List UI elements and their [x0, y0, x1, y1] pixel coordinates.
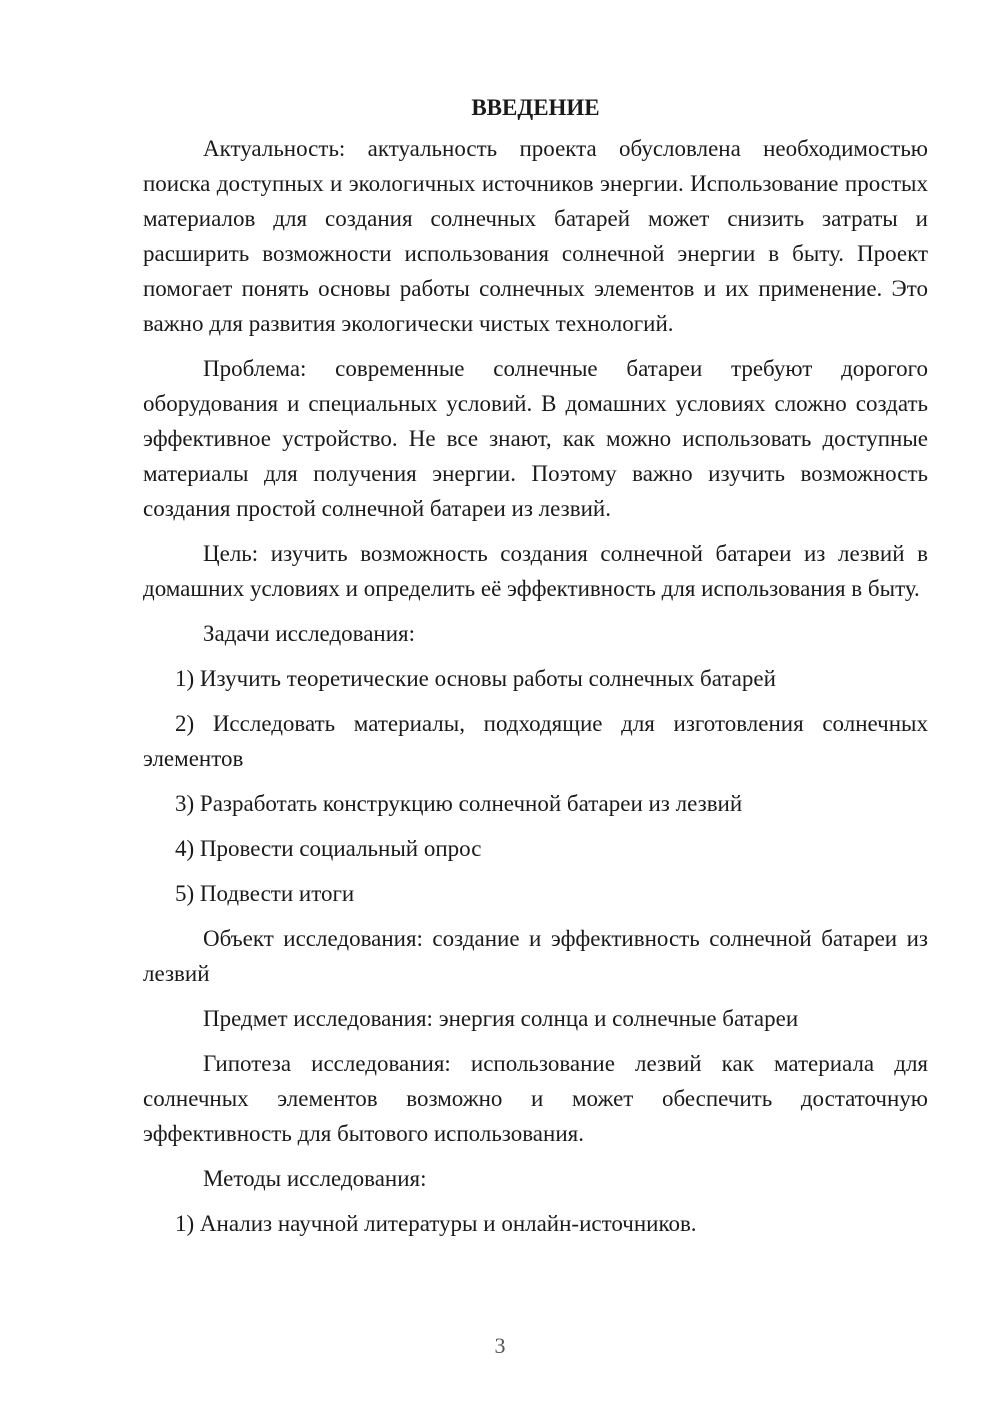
page-title: ВВЕДЕНИЕ: [471, 95, 600, 120]
task-item-2: 2) Исследовать материалы, подходящие для изготовления солнечных элементов: [143, 711, 928, 771]
object-paragraph: Объект исследования: создание и эффективность солнечной батареи из лезвий: [143, 926, 928, 986]
page-content: [143, 90, 928, 1251]
problem-paragraph: Проблема: современные солнечные батареи требуют дорогого оборудования и специальных условий. В домашних условиях сложно создать эффективное устройство. Не все знают, как можно использовать доступные материалы для получения энергии. Поэтому важно изучить возможность создания простой солнечной батареи из лезвий.: [143, 356, 928, 521]
methods-heading: Методы исследования:: [203, 1166, 427, 1191]
subject-paragraph: Предмет исследования: энергия солнца и солнечные батареи: [203, 1006, 799, 1031]
goal-paragraph: Цель: изучить возможность создания солнечной батареи из лезвий в домашних условиях и определить её эффективность для использования в быту.: [143, 541, 928, 601]
task-item-5: 5) Подвести итоги: [175, 881, 355, 906]
method-item-1: 1) Анализ научной литературы и онлайн-источников.: [175, 1211, 697, 1236]
tasks-heading: Задачи исследования:: [203, 621, 416, 646]
task-item-3: 3) Разработать конструкцию солнечной батареи из лезвий: [175, 791, 743, 816]
task-item-4: 4) Провести социальный опрос: [175, 836, 482, 861]
task-item-1: 1) Изучить теоретические основы работы солнечных батарей: [175, 666, 776, 691]
hypothesis-paragraph: Гипотеза исследования: использование лезвий как материала для солнечных элементов возможно и может обеспечить достаточную эффективность для бытового использования.: [143, 1051, 928, 1146]
relevance-paragraph: Актуальность: актуальность проекта обусловлена необходимостью поиска доступных и экологичных источников энергии. Использование простых материалов для создания солнечных батарей может снизить затраты и расширить возможности использования солнечной энергии в быту. Проект помогает понять основы работы солнечных элементов и их применение. Это важно для развития экологически чистых технологий.: [143, 136, 928, 336]
page-number: 3: [494, 1333, 506, 1358]
